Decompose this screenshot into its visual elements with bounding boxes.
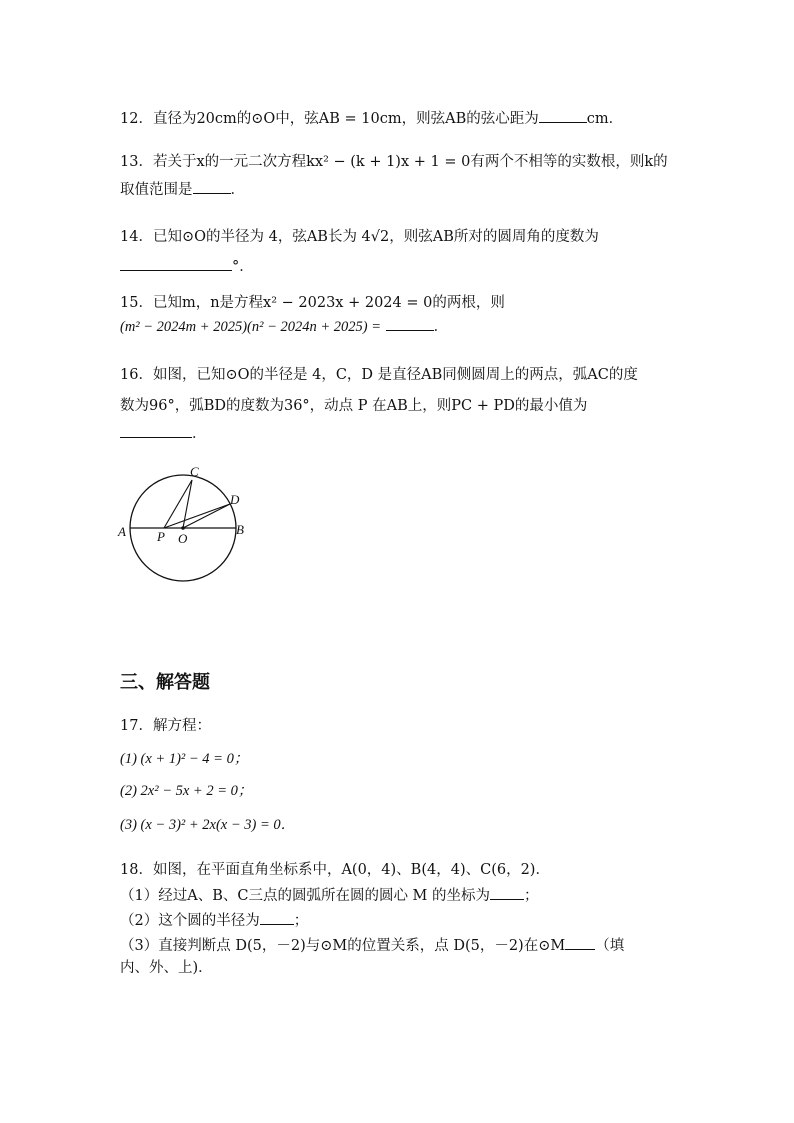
center-point-o bbox=[181, 526, 185, 530]
question-13-line2 bbox=[120, 179, 245, 200]
question-18-line2 bbox=[120, 885, 539, 906]
q13-answer-blank[interactable] bbox=[193, 179, 231, 194]
label-d: D bbox=[230, 492, 240, 507]
q14-answer-blank[interactable] bbox=[120, 256, 232, 271]
q13-text: 13．若关于x的一元二次方程kx² − (k + 1)x + 1 = 0有两个不相等的实数根，则k的 bbox=[120, 154, 668, 170]
question-17-part1 bbox=[120, 749, 248, 769]
question-13-line1 bbox=[120, 152, 668, 172]
q18-text: 18．如图，在平面直角坐标系中，A(0，4)、B(4，4)、C(6，2)． bbox=[120, 862, 550, 878]
q18-part1-end: ； bbox=[524, 888, 539, 904]
q18-part3-end: （填 bbox=[595, 938, 625, 954]
segment-od bbox=[183, 504, 230, 528]
q12-text: 12．直径为20cm的⊙O中，弦AB = 10cm，则弦AB的弦心距为 bbox=[120, 111, 539, 127]
q15-answer-blank[interactable] bbox=[386, 316, 434, 331]
q18-part1-blank[interactable] bbox=[490, 885, 524, 900]
q17-equation-1: (1) (x + 1)² − 4 = 0； bbox=[120, 751, 249, 767]
q13-text-2: 取值范围是 bbox=[120, 182, 193, 198]
q14-text: 14．已知⊙O的半径为 4，弦AB长为 4√2，则弦AB所对的圆周角的度数为 bbox=[120, 229, 599, 245]
question-15-line2 bbox=[120, 316, 448, 337]
q17-title: 17．解方程： bbox=[120, 718, 211, 734]
label-a: A bbox=[118, 524, 126, 539]
q12-unit: cm． bbox=[586, 111, 624, 127]
label-p: P bbox=[157, 529, 165, 544]
q12-answer-blank[interactable] bbox=[539, 108, 587, 123]
q15-expression: (m² − 2024m + 2025)(n² − 2024n + 2025) = bbox=[120, 319, 381, 335]
question-14-line1 bbox=[120, 227, 599, 247]
label-c: C bbox=[190, 464, 199, 479]
q16-text: 16．如图，已知⊙O的半径是 4，C，D 是直径AB同侧圆周上的两点，弧AC的度 bbox=[120, 367, 638, 383]
q18-part2-blank[interactable] bbox=[260, 910, 294, 925]
q18-part2-end: ； bbox=[293, 913, 309, 929]
question-18-line5 bbox=[120, 958, 213, 978]
q18-part2: （2）这个圆的半径为 bbox=[120, 913, 260, 929]
segment-pd bbox=[164, 504, 230, 528]
label-o: O bbox=[178, 531, 188, 546]
label-b: B bbox=[236, 522, 244, 537]
question-16-line2 bbox=[120, 396, 587, 416]
question-14-line2 bbox=[120, 256, 254, 277]
q18-part1: （1）经过A、B、C三点的圆弧所在圆的圆心 M 的坐标为 bbox=[120, 888, 491, 904]
q16-end: ． bbox=[192, 426, 207, 442]
question-18-line3 bbox=[120, 910, 308, 931]
question-16-line3 bbox=[120, 423, 207, 444]
question-17-part2 bbox=[120, 781, 252, 801]
question-17-title bbox=[120, 716, 211, 736]
question-17-part3 bbox=[120, 815, 295, 835]
q18-part3: （3）直接判断点 D(5，－2)与⊙M的位置关系，点 D(5，－2)在⊙M bbox=[120, 938, 566, 954]
q16-answer-blank[interactable] bbox=[120, 423, 192, 438]
q18-part3-blank[interactable] bbox=[565, 935, 595, 950]
q16-circle-figure bbox=[112, 462, 252, 586]
q17-equation-2: (2) 2x² − 5x + 2 = 0； bbox=[120, 783, 253, 799]
question-16-line1 bbox=[120, 365, 638, 385]
q16-text-2: 数为96°，弧BD的度数为36°，动点 P 在AB上，则PC + PD的最小值为 bbox=[120, 398, 588, 414]
q14-end: °． bbox=[232, 259, 254, 275]
section-heading: 三、解答题 bbox=[120, 672, 210, 693]
q18-part3-cont: 内、外、上)． bbox=[120, 960, 213, 976]
question-12 bbox=[120, 108, 623, 129]
question-18-line1 bbox=[120, 860, 550, 880]
question-15-line1 bbox=[120, 293, 505, 313]
question-18-line4 bbox=[120, 935, 624, 956]
q17-equation-3: (3) (x − 3)² + 2x(x − 3) = 0． bbox=[120, 817, 296, 833]
q15-end: ． bbox=[433, 319, 449, 335]
q13-end: ． bbox=[230, 182, 245, 198]
q15-text: 15．已知m，n是方程x² − 2023x + 2024 = 0的两根，则 bbox=[120, 295, 505, 311]
